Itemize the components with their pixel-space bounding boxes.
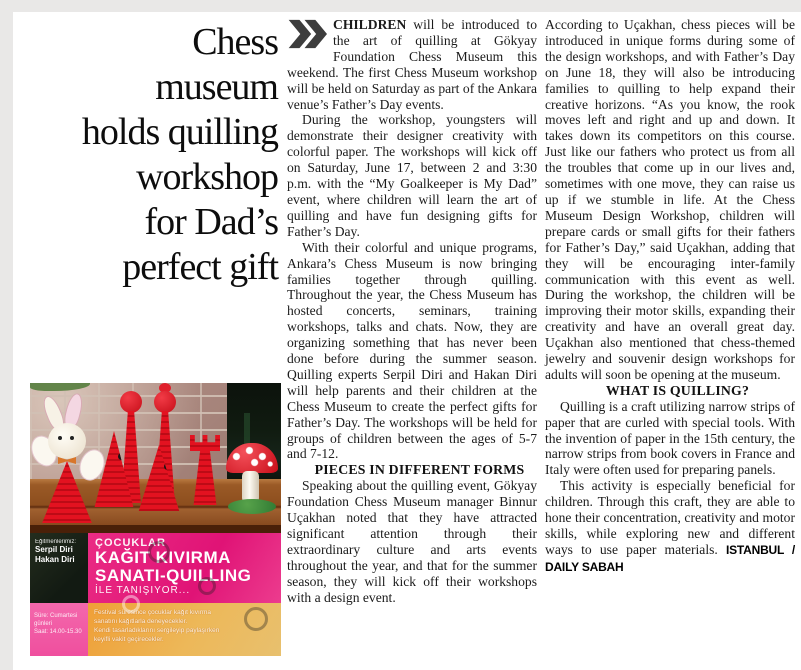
poster-title-line: İLE TANIŞIYOR... — [95, 585, 191, 596]
workshop-poster — [30, 533, 281, 656]
paragraph: Speaking about the quilling event, Gökyay Foundation Chess Museum manager Binnur Uçakhan noted that they have attracted significant attention through their extraordinary culture and arts events throughout the year, and that for the summer season, they will kick off their workshops with a design event. — [287, 478, 537, 605]
lead-word: CHILDREN — [333, 17, 407, 32]
poster-title-line: ÇOCUKLAR — [95, 537, 166, 549]
rabbit-eye — [70, 436, 74, 440]
plant-decor — [30, 383, 90, 391]
headline-line: museum — [155, 66, 278, 108]
page-edge-top — [0, 0, 801, 12]
paragraph: According to Uçakhan, chess pieces will be introduced in unique forms during some of the design workshops, and with Father’s Day on June 18, they will also be introducing families to quilling to help expand their creative horizons. “As you know, the rook moves left and right and up and down. It takes down its competitors on this course. Just like our fathers who protect us from all the troubles that come up in our lives and, sometimes with one move, they can raise us up if we stumble in life. At the Chess Museum Design Workshop, children will prepare cards or small gifts for their fathers for Father’s Day,” said Uçakhan, adding that they will be encouraging inter-family communication with this event as well. During the workshop, the children will be improving their motor skills, expanding their creativity and have an overall great day. Uçakhan also mentioned that chess-themed jewelry and souvenir design workshops for adults will soon be opening at the museum. — [545, 17, 795, 382]
poster-title-line: SANATI-QUILLING — [95, 566, 252, 585]
rabbit-figure — [30, 397, 110, 527]
king-top — [120, 391, 142, 413]
paragraph: During the workshop, youngsters will demonstrate their designer creativity with colorful paper. The workshops will kick off on Saturday, June 17, between 2 and 3:30 p.m. with the “My Goalkeeper is My Dad” event, where children will learn the art of quilling and have fun designing gifts for Father’s Day. — [287, 112, 537, 239]
headline-line: for Dad’s — [144, 201, 278, 243]
description-line: Kendi tasarladıklarını sergileyip paylaşırken — [94, 627, 220, 634]
quilling-swirl-decor — [244, 607, 268, 631]
subhead-pieces-in-different-forms: PIECES IN DIFFERENT FORMS — [314, 462, 525, 478]
poster-title-line: KAĞIT KIVIRMA — [95, 548, 231, 567]
queen-top — [154, 391, 176, 413]
instructors-label: Eğitmenlerimiz: — [35, 539, 77, 545]
chess-rook — [188, 435, 222, 505]
double-chevron-icon — [287, 19, 327, 49]
rabbit-head — [48, 423, 86, 459]
photo-scene — [30, 383, 281, 533]
headline-line: holds quilling — [81, 111, 278, 153]
paragraph: Quilling is a craft utilizing narrow strips of paper that are curled with special tools. With the invention of paper in the 15th century, the narrow strips from book covers in France and Italy were often used for preparing panels. — [545, 398, 795, 478]
page-edge-left — [0, 0, 13, 670]
headline-line: Chess — [192, 21, 278, 63]
paragraph-closing — [545, 478, 795, 575]
schedule-line: Saat: 14.00-15.30 — [34, 629, 82, 635]
description-line: Festival süresince çocuklar kağıt kıvırma — [94, 609, 212, 616]
quilling-swirl-decor — [122, 595, 140, 613]
poster-instructors — [30, 533, 88, 603]
rabbit-eye — [58, 436, 62, 440]
article-photo — [30, 383, 281, 656]
quilling-swirl-decor — [148, 541, 170, 563]
lead-text: will be introduced to the art of quilling at Gökyay Foundation Chess Museum this weekend. The first Chess Museum workshop will be held on Saturday as part of the Ankara venue’s Father’s Day events. — [287, 17, 537, 112]
instructor-name: Hakan Diri — [35, 555, 75, 564]
rook-body — [192, 449, 218, 505]
closing-text: This activity is especially beneficial for children. Through this craft, they are able to hone their concentration, creativity and motor skills, while exploring new and different ways to use paper materials. — [545, 478, 795, 557]
headline — [26, 20, 278, 290]
paragraph: With their colorful and unique programs, Ankara’s Chess Museum is now bringing families together through quilling. Throughout the year, the Chess Museum has hosted concerts, seminars, training workshops, talks and chats. Now, they are organizing something that has never been done before during the summer season. Quilling experts Serpil Diri and Hakan Diri will help parents and their children at the Chess Museum to create the perfect gifts for Father’s Day. The workshops will be held for groups of children between the ages of 5-7 and 7-12. — [287, 239, 537, 462]
schedule-line: Süre: Cumartesi — [34, 613, 78, 619]
subhead-what-is-quilling: WHAT IS QUILLING? — [605, 382, 750, 398]
headline-line: perfect gift — [122, 246, 278, 288]
column-right — [545, 17, 795, 576]
description-line: sanatını kağıtlarla deneyecekler. — [94, 618, 188, 625]
rook-crenellation — [190, 435, 220, 451]
description-line: keyifli vakit geçirecekler. — [94, 636, 164, 643]
column-middle — [287, 17, 537, 606]
byline: ISTANBUL / DAILY SABAH — [545, 542, 795, 574]
instructor-name: Serpil Diri — [35, 545, 73, 554]
schedule-line: günleri — [34, 621, 53, 627]
mushroom-base — [228, 499, 276, 514]
quilling-swirl-decor — [198, 577, 216, 595]
poster-title — [88, 533, 281, 603]
headline-line: workshop — [136, 156, 278, 198]
poster-schedule — [30, 603, 88, 656]
paragraph-lead — [287, 17, 537, 112]
